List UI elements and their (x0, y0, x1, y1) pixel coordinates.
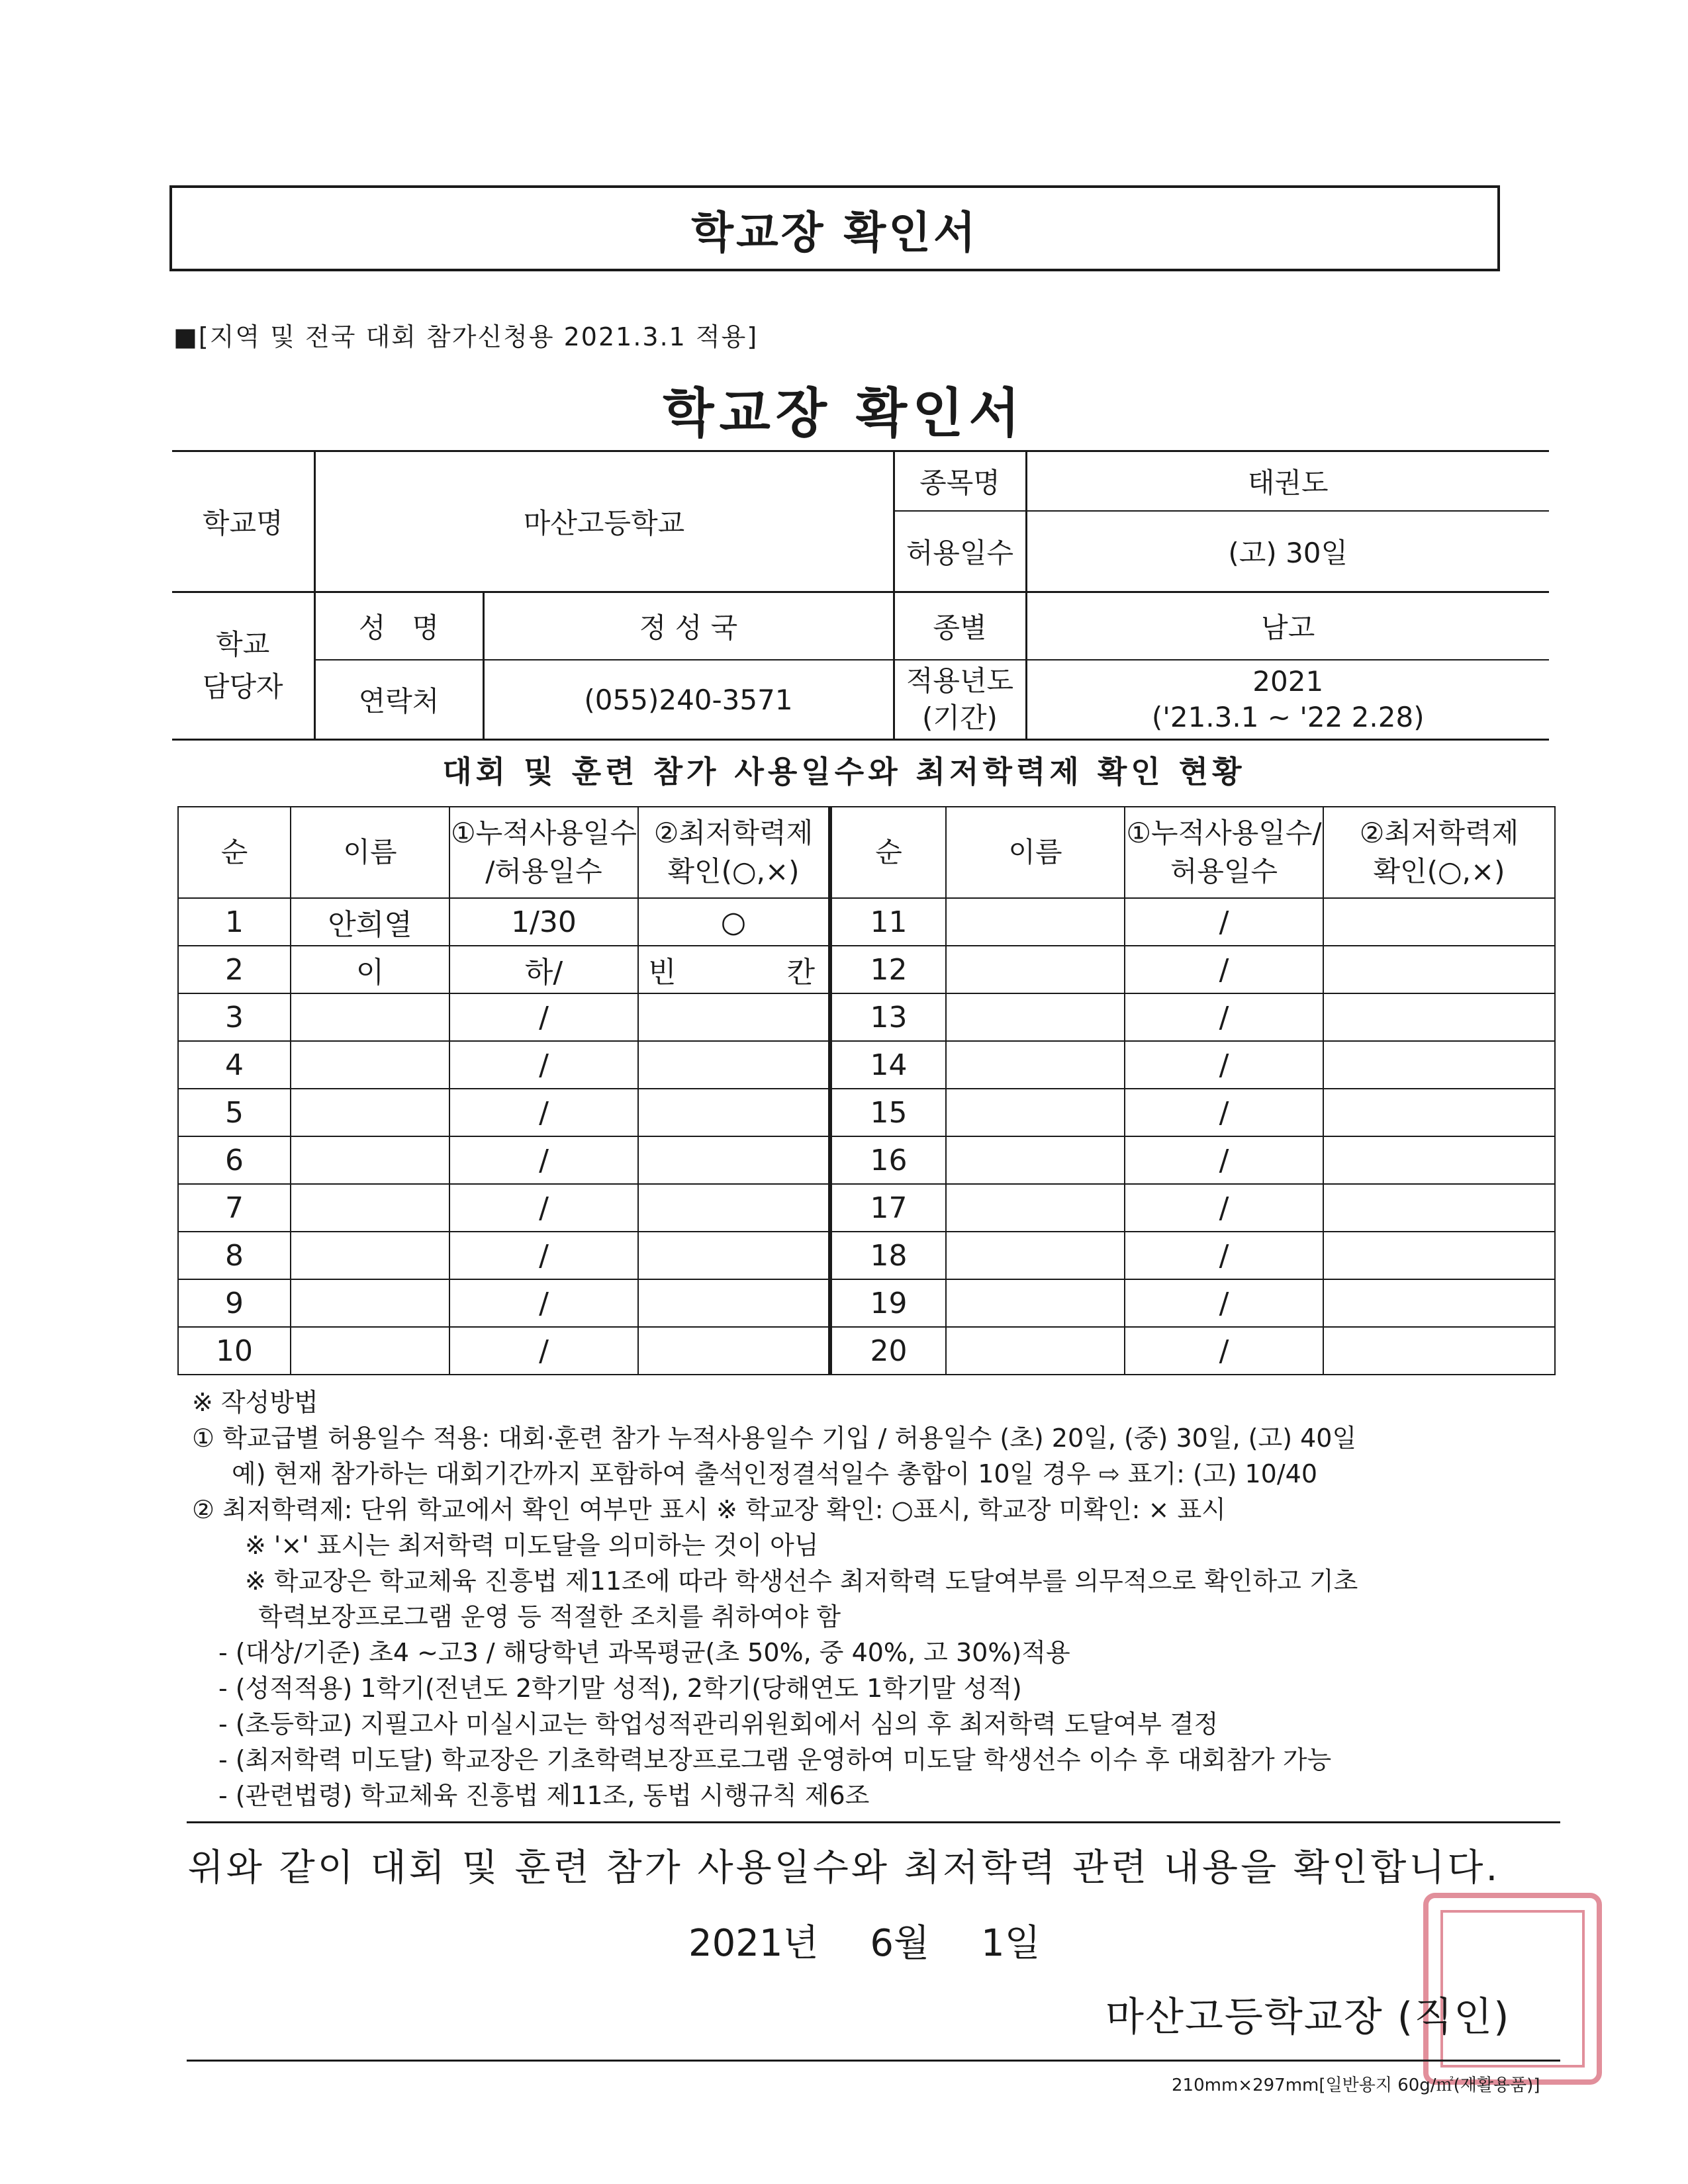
days-used: / (449, 1136, 638, 1184)
note-line: - (대상/기준) 초4 ~고3 / 해당학년 과목평균(초 50%, 중 40%, 고 30%)적용 (218, 1638, 1070, 1667)
note-line: 예) 현재 참가하는 대회기간까지 포함하여 출석인정결석일수 총합이 10일 경우 ⇨ 표기: (고) 10/40 (232, 1459, 1318, 1488)
row-number: 19 (830, 1279, 946, 1327)
note-line: ※ '×' 표시는 최저학력 미도달을 의미하는 것이 아님 (245, 1531, 819, 1560)
header-days: ①누적사용일수 /허용일수 (449, 807, 638, 898)
player-name (946, 1232, 1125, 1279)
instructions (192, 1385, 1556, 1813)
form-subtitle: ■[지역 및 전국 대회 참가신청용 2021.3.1 적용] (173, 322, 759, 351)
notes-heading: ※ 작성방법 (192, 1388, 318, 1417)
row-number: 18 (830, 1232, 946, 1279)
school-name: 마산고등학교 (314, 451, 894, 592)
divider (187, 1821, 1560, 1823)
note-line: ① 학교급별 허용일수 적용: 대회·훈련 참가 누적사용일수 기입 / 허용일수 (초) 20일, (중) 30일, (고) 40일 (192, 1424, 1357, 1453)
row-number: 10 (178, 1327, 291, 1375)
header-name: 이름 (291, 807, 449, 898)
allowed-days-value: (고) 30일 (1026, 511, 1549, 592)
table-row (178, 946, 1555, 993)
table-row (178, 1089, 1555, 1136)
days-used: / (1125, 1136, 1323, 1184)
player-name (291, 1232, 449, 1279)
player-name (946, 946, 1125, 993)
note-line: ② 최저학력제: 단위 학교에서 확인 여부만 표시 ※ 학교장 확인: ○표시, 학교장 미확인: × 표시 (192, 1495, 1226, 1524)
header-check: ②최저학력제 확인(○,×) (638, 807, 830, 898)
days-used: / (1125, 1089, 1323, 1136)
row-number: 16 (830, 1136, 946, 1184)
row-number: 12 (830, 946, 946, 993)
player-name (946, 1041, 1125, 1089)
days-used: / (1125, 1279, 1323, 1327)
confirmation-text: 위와 같이 대회 및 훈련 참가 사용일수와 최저학력 관련 내용을 확인합니다. (187, 1846, 1501, 1889)
header-days-right: ①누적사용일수/ 허용일수 (1125, 807, 1323, 898)
header-num-right: 순 (830, 807, 946, 898)
academic-check (1323, 1041, 1555, 1089)
table-row (178, 993, 1555, 1041)
days-used: 1/30 (449, 898, 638, 946)
header-name-right: 이름 (946, 807, 1125, 898)
days-used: / (449, 1089, 638, 1136)
year-label: 적용년도 (기간) (894, 660, 1026, 740)
table-header-row (178, 807, 1555, 898)
category-label: 종별 (894, 592, 1026, 660)
table-row (178, 1184, 1555, 1232)
days-used: / (1125, 993, 1323, 1041)
table-row (178, 1136, 1555, 1184)
row-number: 20 (830, 1327, 946, 1375)
table-row (178, 898, 1555, 946)
row-number: 11 (830, 898, 946, 946)
days-used: / (1125, 1041, 1323, 1089)
player-name (291, 1041, 449, 1089)
academic-check (1323, 1279, 1555, 1327)
academic-check (638, 993, 830, 1041)
academic-check (1323, 1327, 1555, 1375)
table-row (178, 1327, 1555, 1375)
participation-table (177, 806, 1556, 1375)
row-number: 9 (178, 1279, 291, 1327)
row-number: 15 (830, 1089, 946, 1136)
note-line: - (관련법령) 학교체육 진흥법 제11조, 동법 시행규칙 제6조 (218, 1781, 870, 1810)
footer-divider (187, 2060, 1560, 2062)
table-row (178, 1232, 1555, 1279)
row-number: 7 (178, 1184, 291, 1232)
header-num: 순 (178, 807, 291, 898)
player-name: 안희열 (291, 898, 449, 946)
academic-check (1323, 1232, 1555, 1279)
year-cell (1026, 660, 1549, 740)
row-number: 1 (178, 898, 291, 946)
year-value: 2021 (1252, 665, 1324, 698)
player-name (291, 1327, 449, 1375)
name-value: 정 성 국 (483, 592, 894, 660)
academic-check (638, 1041, 830, 1089)
note-line: ※ 학교장은 학교체육 진흥법 제11조에 따라 학생선수 최저학력 도달여부를 의무적으로 확인하고 기초 (245, 1567, 1358, 1596)
event-label: 종목명 (894, 451, 1026, 512)
contact-label: 연락처 (314, 660, 483, 740)
table-row (178, 1041, 1555, 1089)
days-used: / (449, 993, 638, 1041)
date-text: 2021년 6월 1일 (688, 1922, 1041, 1965)
academic-check (638, 1136, 830, 1184)
player-name (946, 1279, 1125, 1327)
row-number: 17 (830, 1184, 946, 1232)
academic-check (638, 1089, 830, 1136)
check-text-b: 칸 (786, 956, 815, 989)
academic-check (1323, 993, 1555, 1041)
table-row (178, 1279, 1555, 1327)
check-text-a: 빈 (648, 956, 677, 989)
name-label: 성 명 (314, 592, 483, 660)
days-used: / (449, 1184, 638, 1232)
player-name: 이 (291, 946, 449, 993)
player-name (291, 1089, 449, 1136)
staff-label: 학교 담당자 (172, 592, 314, 740)
contact-value: (055)240-3571 (483, 660, 894, 740)
player-name (946, 1184, 1125, 1232)
days-used: / (1125, 1184, 1323, 1232)
signer-text: 마산고등학교장 (직인) (1105, 1994, 1511, 2040)
note-line: 학력보장프로그램 운영 등 적절한 조치를 취하여야 함 (258, 1602, 841, 1631)
row-number: 2 (178, 946, 291, 993)
event-value: 태권도 (1026, 451, 1549, 512)
paper-spec-note: 210mm×297mm[일반용지 60g/㎡(재활용품)] (1172, 2075, 1540, 2095)
player-name (291, 993, 449, 1041)
player-name (946, 898, 1125, 946)
academic-check (1323, 1184, 1555, 1232)
academic-check (638, 1184, 830, 1232)
category-value: 남고 (1026, 592, 1549, 660)
academic-check (1323, 898, 1555, 946)
allowed-days-label: 허용일수 (894, 511, 1026, 592)
days-used: / (1125, 946, 1323, 993)
row-number: 5 (178, 1089, 291, 1136)
row-number: 13 (830, 993, 946, 1041)
days-used: / (449, 1232, 638, 1279)
header-box (169, 185, 1500, 271)
note-line: - (최저학력 미도달) 학교장은 기초학력보장프로그램 운영하여 미도달 학생선수 이수 후 대회참가 가능 (218, 1745, 1332, 1774)
days-used: / (449, 1041, 638, 1089)
page-title: 학교장 확인서 (663, 383, 1025, 444)
days-used: / (1125, 1327, 1323, 1375)
player-name (291, 1279, 449, 1327)
academic-check (1323, 1136, 1555, 1184)
player-name (946, 1136, 1125, 1184)
academic-check (638, 1327, 830, 1375)
academic-check (638, 1232, 830, 1279)
row-number: 4 (178, 1041, 291, 1089)
academic-check: ○ (638, 898, 830, 946)
row-number: 6 (178, 1136, 291, 1184)
player-name (291, 1136, 449, 1184)
days-used: / (449, 1327, 638, 1375)
header-box-title: 학교장 확인서 (691, 206, 978, 258)
info-table (172, 450, 1549, 741)
days-used: / (449, 1279, 638, 1327)
player-name (946, 1089, 1125, 1136)
row-number: 8 (178, 1232, 291, 1279)
school-label: 학교명 (172, 451, 314, 592)
player-name (291, 1184, 449, 1232)
player-name (946, 1327, 1125, 1375)
section-title: 대회 및 훈련 참가 사용일수와 최저학력제 확인 현황 (442, 754, 1246, 790)
player-name (946, 993, 1125, 1041)
note-line: - (초등학교) 지필고사 미실시교는 학업성적관리위원회에서 심의 후 최저학력 도달여부 결정 (218, 1709, 1219, 1739)
academic-check (638, 946, 830, 993)
academic-check (638, 1279, 830, 1327)
row-number: 14 (830, 1041, 946, 1089)
year-period: ('21.3.1 ~ '22 2.28) (1151, 701, 1425, 733)
row-number: 3 (178, 993, 291, 1041)
days-used: 하/ (449, 946, 638, 993)
academic-check (1323, 946, 1555, 993)
days-used: / (1125, 1232, 1323, 1279)
academic-check (1323, 1089, 1555, 1136)
days-used: / (1125, 898, 1323, 946)
note-line: - (성적적용) 1학기(전년도 2학기말 성적), 2학기(당해연도 1학기말 성적) (218, 1674, 1022, 1703)
header-check-right: ②최저학력제 확인(○,×) (1323, 807, 1555, 898)
